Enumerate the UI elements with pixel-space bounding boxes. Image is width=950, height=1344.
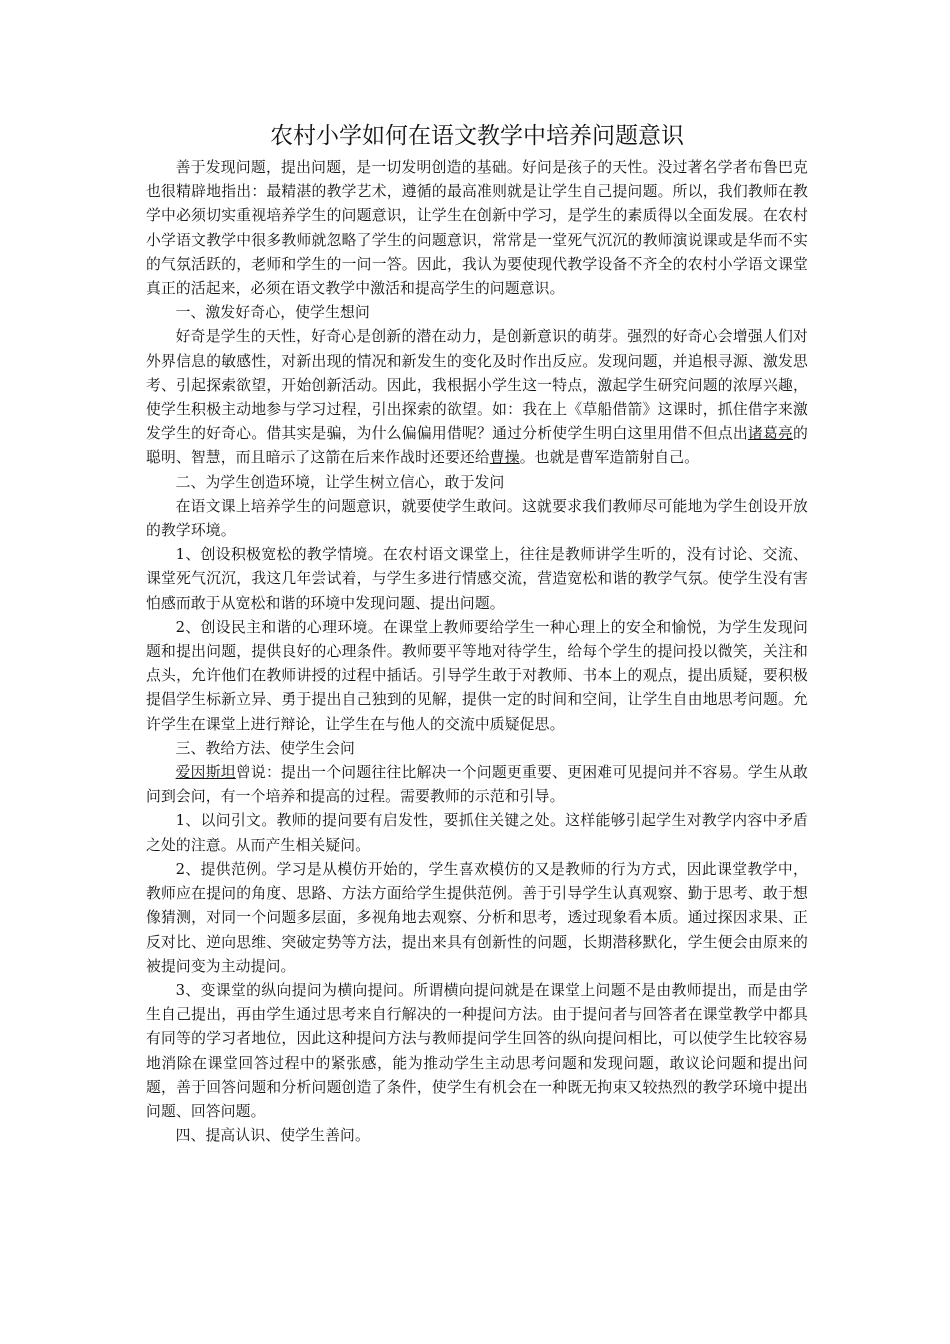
paragraph-item-3-1: 1、以问引文。教师的提问要有启发性，要抓住关键之处。这样能够引起学生对教学内容中矛盾之处的注意。从而产生相关疑问。 (146, 812, 808, 854)
paragraph-item-3-2: 2、提供范例。学习是从模仿开始的，学生喜欢模仿的又是教师的行为方式，因此课堂教学中，教师应在提问的角度、思路、方法方面给学生提供范例。善于引导学生认真观察、勤于思考、敢于想像猜测，对同一个问题多层面，多视角地去观察、分析和思考，透过现象看本质。通过探因求果、正反对比、逆向思维、突破定势等方法，提出来具有创新性的问题，长期潜移默化，学生便会由原来的被提问变为主动提问。 (146, 860, 808, 975)
link-zhuge-liang[interactable]: 诸葛亮 (747, 425, 794, 443)
paragraph-text: 的聪明、智慧，而且暗示了这箭在后来作战时还要还给 (146, 425, 808, 467)
paragraph-text: 好奇是学生的天性，好奇心是创新的潜在动力，是创新意识的萌芽。强烈的好奇心会增强人们对外界信息的敏感性，对新出现的情况和新发生的变化及时作出反应。发现问题，并追根寻源、激发思考、引起探索欲望，开始创新活动。因此，我根据小学生这一特点，激起学生研究问题的浓厚兴趣，使学生积极主动地参与学习过程，引出探索的欲望。如：我在上《草船借箭》这课时，抓住借字来激发学生的好奇心。借其实是骗，为什么偏偏用借呢？通过分析使学生明白这里用借不但点出 (146, 328, 808, 443)
heading-section-3: 三、教给方法、使学生会问 (175, 739, 355, 757)
document-title: 农村小学如何在语文教学中培养问题意识 (270, 123, 684, 149)
paragraph-text: 。也就是曹军造箭射自己。 (519, 449, 700, 467)
paragraph-item-2-2: 2、创设民主和谐的心理环境。在课堂上教师要给学生一种心理上的安全和愉悦，为学生发现问题和提出问题，提供良好的心理条件。教师要平等地对待学生，给每个学生的提问投以微笑，关注和点头，允许他们在教师讲授的过程中插话。引导学生敢于对教师、书本上的观点，提出质疑，要积极提倡学生标新立异、勇于提出自己独到的见解，提供一定的时间和空间，让学生自由地思考问题。允许学生在课堂上进行辩论，让学生在与他人的交流中质疑促思。 (146, 618, 808, 733)
paragraph-environment: 在语文课上培养学生的问题意识，就要使学生敢问。这就要求我们教师尽可能地为学生创设开放的教学环境。 (146, 497, 808, 540)
heading-section-1: 一、激发好奇心，使学生想问 (175, 304, 370, 322)
heading-section-2: 二、为学生创造环境，让学生树立信心，敢于发问 (175, 473, 505, 491)
paragraph-item-3-3: 3、变课堂的纵向提问为横向提问。所谓横向提问就是在课堂上问题不是由教师提出，而是由学生自己提出，再由学生通过思考来自行解决的一种提问方法。由于提问者与回答者在课堂教学中都具有同等的学习者地位，因此这种提问方法与教师提问学生回答的纵向提问相比，可以使学生比较容易地消除在课堂回答过程中的紧张感，能为推动学生主动思考问题和发现问题，敢议论问题和提出问题，善于回答问题和分析问题创造了条件，使学生有机会在一种既无拘束又较热烈的教学环境中提出问题、回答问题。 (146, 981, 808, 1120)
link-einstein[interactable]: 爱因斯坦 (175, 764, 236, 782)
paragraph-text: 曾说：提出一个问题往往比解决一个问题更重要、更困难可见提问并不容易。学生从敢问到会问，有一个培养和提高的过程。需要教师的示范和引导。 (146, 764, 808, 806)
paragraph-intro: 善于发现问题，提出问题，是一切发明创造的基础。好问是孩子的天性。没过著名学者布鲁巴克也很精辟地指出：最精湛的教学艺术，遵循的最高准则就是让学生自己提问题。所以，我们教师在教学中必须切实重视培养学生的问题意识，让学生在创新中学习，是学生的素质得以全面发展。在农村小学语文教学中很多教师就忽略了学生的问题意识，常常是一堂死气沉沉的教师演说课或是华而不实的气氛活跃的，老师和学生的一问一答。因此，我认为要使现代教学设备不齐全的农村小学语文课堂真正的活起来，必须在语文教学中激活和提高学生的问题意识。 (146, 159, 808, 298)
link-cao-cao[interactable]: 曹操 (489, 449, 520, 467)
heading-section-4: 四、提高认识、使学生善问。 (175, 1127, 370, 1145)
paragraph-curiosity (146, 325, 808, 470)
document-page (146, 120, 808, 1148)
paragraph-item-2-1: 1、创设积极宽松的教学情境。在农村语文课堂上，往往是教师讲学生听的，没有讨论、交流、课堂死气沉沉，我这几年尝试着，与学生多进行情感交流，营造宽松和谐的教学气氛。使学生没有害怕感而敢于从宽松和谐的环境中发现问题、提出问题。 (146, 546, 808, 612)
paragraph-einstein (146, 761, 808, 809)
